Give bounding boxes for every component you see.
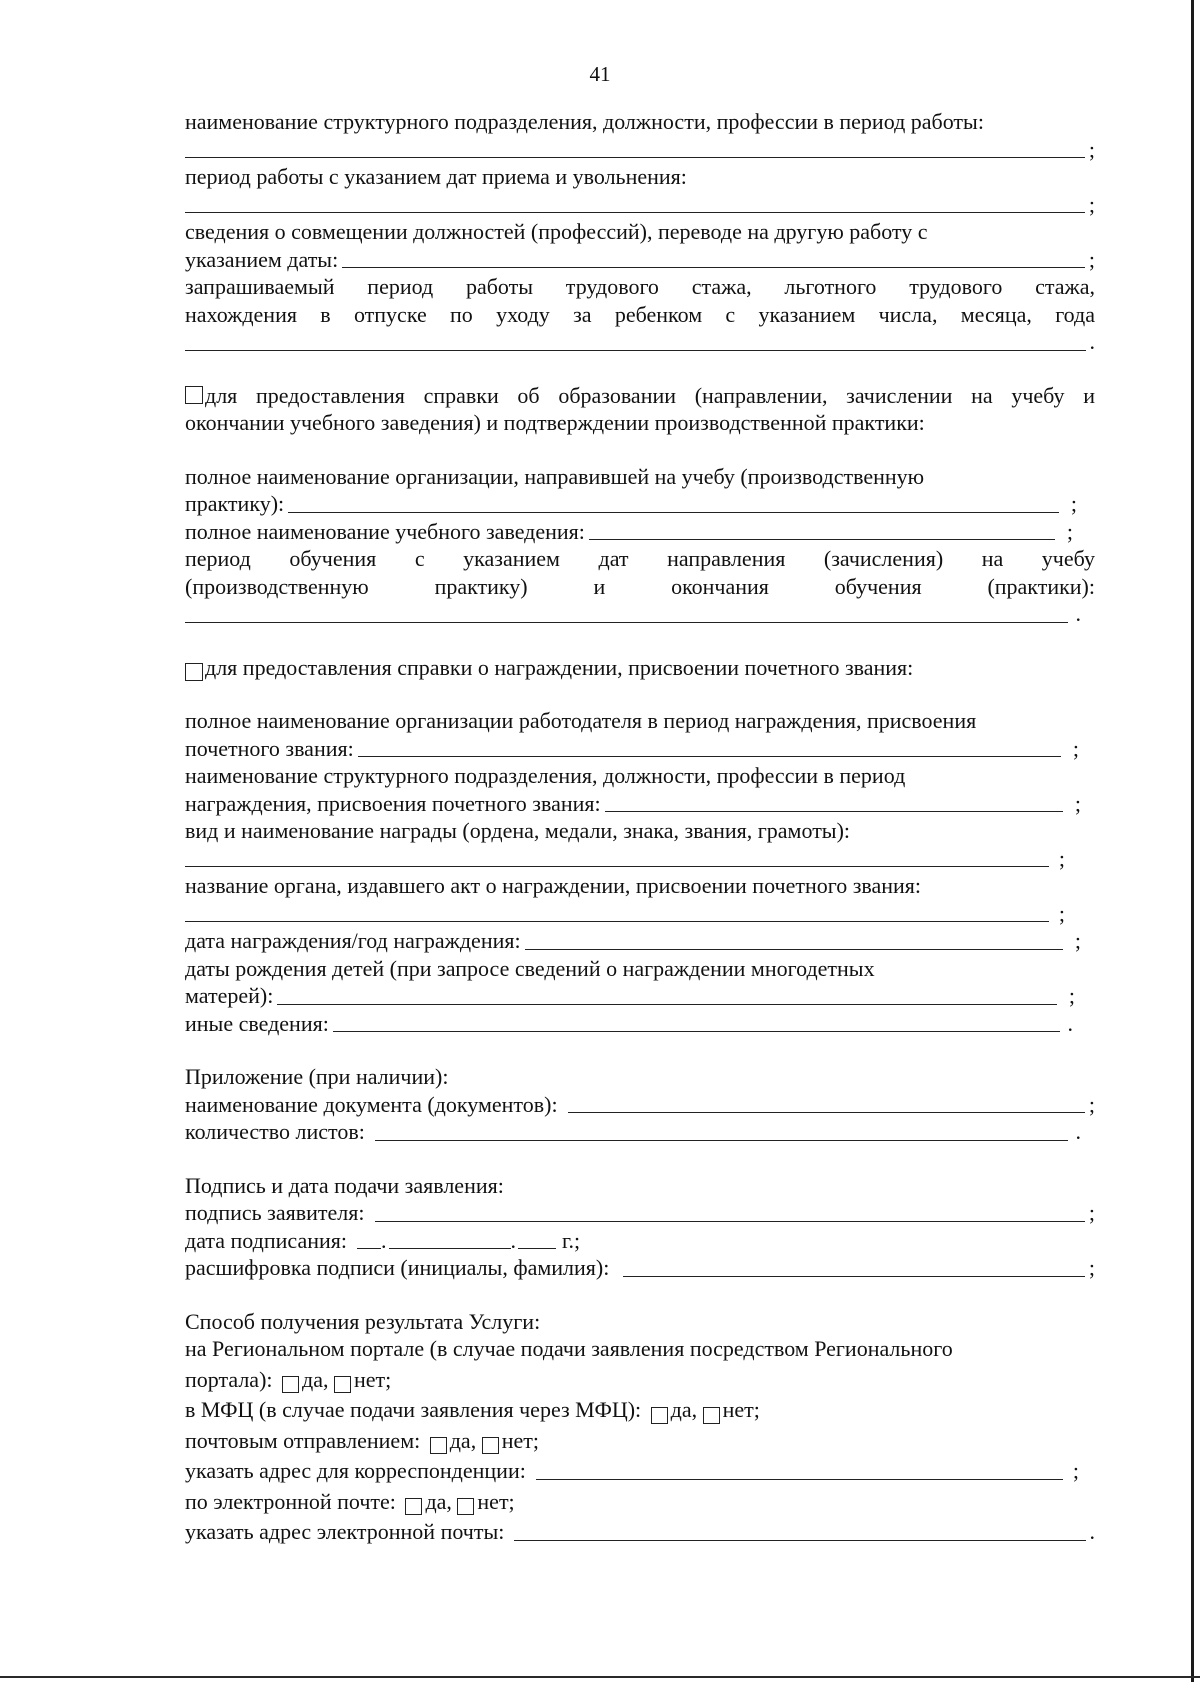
page-edge-bottom	[0, 1676, 1200, 1678]
award-type-field[interactable]	[185, 865, 1049, 867]
award-checkbox[interactable]	[185, 663, 203, 681]
attachment-title: Приложение (при наличии):	[185, 1064, 449, 1089]
signature-sign-row: подпись заявителя: ;	[185, 1200, 1095, 1225]
award-type-label: вид и наименование награды (ордена, медали, знака, звания, грамоты):	[185, 818, 851, 843]
employment-requested-field[interactable]	[185, 349, 1086, 351]
attachment-sheets-field[interactable]	[375, 1139, 1068, 1141]
employment-dept-field-row: ;	[185, 136, 1095, 164]
education-school-row: полное наименование учебного заведения: ;	[185, 518, 1073, 544]
email-no-checkbox[interactable]	[457, 1498, 474, 1515]
education-header: для предоставления справки об образовании (направлении, зачислении на учебу и	[185, 382, 1095, 410]
award-children-field[interactable]	[277, 1003, 1057, 1005]
employment-combo-field[interactable]	[342, 266, 1085, 268]
award-dept-field[interactable]	[605, 810, 1063, 812]
employment-dept-field[interactable]	[185, 156, 1085, 158]
award-dept-label: наименование структурного подразделения, должности, профессии в период	[185, 763, 906, 788]
delivery-mfc-row: в МФЦ (в случае подачи заявления через МФЦ): да, нет;	[185, 1397, 760, 1422]
attachment-docs-row: наименование документа (документов): ;	[185, 1091, 1095, 1117]
award-employer-field[interactable]	[358, 755, 1061, 757]
employment-combo-label-row	[185, 218, 1095, 246]
education-org-label-row: полное наименование организации, направившей на учебу (производственную	[185, 463, 925, 489]
delivery-title: Способ получения результата Услуги:	[185, 1308, 541, 1334]
award-authority-field[interactable]	[185, 920, 1049, 922]
award-authority-label: название органа, издавшего акт о награждении, присвоении почетного звания:	[185, 873, 922, 898]
delivery-email-row: по электронной почте: да, нет;	[185, 1488, 515, 1514]
signature-decode-field[interactable]	[623, 1275, 1085, 1277]
signing-year-field[interactable]	[518, 1247, 556, 1249]
mail-no-checkbox[interactable]	[482, 1437, 499, 1454]
page-number: 41	[589, 62, 611, 86]
signature-field[interactable]	[375, 1220, 1085, 1222]
delivery-address-row: указать адрес для корреспонденции: ;	[185, 1458, 1079, 1483]
award-children-label: даты рождения детей (при запросе сведений о награждении многодетных	[185, 955, 875, 981]
employment-requested-period-label: запрашиваемый период работы трудового стажа, льготного трудового стажа, нахождения в отпуске по уходу за ребенком с указанием числа, месяца, года	[185, 274, 1095, 327]
employment-requested-field-row: .	[185, 328, 1095, 356]
email-yes-checkbox[interactable]	[405, 1498, 422, 1515]
signing-day-field[interactable]	[357, 1247, 381, 1249]
signature-decode-row: расшифровка подписи (инициалы, фамилия): ;	[185, 1255, 1095, 1280]
page-edge-right	[1191, 0, 1194, 1682]
education-period-field-row: .	[185, 600, 1095, 628]
portal-yes-checkbox[interactable]	[282, 1376, 299, 1393]
portal-no-checkbox[interactable]	[334, 1376, 351, 1393]
mail-yes-checkbox[interactable]	[430, 1437, 447, 1454]
employment-period-field[interactable]	[185, 211, 1085, 213]
delivery-email-address-row: указать адрес электронной почты: .	[185, 1519, 1095, 1544]
correspondence-address-field[interactable]	[536, 1478, 1063, 1480]
mfc-no-checkbox[interactable]	[703, 1407, 720, 1424]
signature-title: Подпись и дата подачи заявления:	[185, 1172, 504, 1198]
delivery-portal-label: на Региональном портале (в случае подачи заявления посредством Регионального	[185, 1336, 953, 1361]
employment-combo-field-row: указанием даты: ;	[185, 246, 1095, 272]
education-period-field[interactable]	[185, 621, 1068, 623]
award-header: для предоставления справки о награждении, присвоении почетного звания:	[185, 654, 1095, 682]
award-date-row: дата награждения/год награждения: ;	[185, 928, 1081, 953]
education-org-field[interactable]	[288, 511, 1059, 513]
signing-month-field[interactable]	[389, 1247, 511, 1249]
mfc-yes-checkbox[interactable]	[651, 1407, 668, 1424]
award-other-row: иные сведения: .	[185, 1010, 1073, 1036]
form-content: наименование структурного подразделения, должности, профессии в период работы: ; период работы с указанием дат приема и увольнения: ; сведения о совмещении должностей (профессий), переводе на другую работу с указанием даты: ; запрашиваемый период работы трудового стажа, льготного трудового стажа, нахождения в отпуске по уходу за ребенком с указанием числа, месяца, года . для предоставления справки об образовании (направлении, зачислении на учебу и окончании учебного заведения) и подтверждении производственной практики: полное наименование организации, направившей на учебу (производственную практику): ; полное наименование учебного заведения: ; период обучения с указанием дат направления (зачисления) на учебу (производственную практику) и окончания обучения (практики): . для предоставления справки о награждении, присвоении почетного звания: полное наименование организации работодателя в период награждения, присвоения почетного звания: ; наименование структурного подразделения, должности, профессии в период награждения, присвоения почетного звания: ; вид и наименование награды (ордена, медали, знака, звания, грамоты): ; название органа, издавшего акт о награждении, присвоении почетного звания: ; дата награждения/год награждения: ; даты рождения детей (при запросе сведений о награждении многодетных матерей): ; иные сведения: . Приложение (при наличии): наименование документа (документов): ; количество листов: . Подпись и дата подачи заявления: подпись заявителя: ; дата подписания: . . г.; расшифровка подписи (инициалы, фамилия): ; Способ получения результата Услуги: на Региональном портале (в случае подачи заявления посредством Регионального портала): да, нет; в МФЦ (в случае подачи заявления через МФЦ): да, нет; почтовым отправлением: да, нет; указать адрес для корреспонденции: ; по электронной почте: да, нет; указать адрес электронной почты: .	[185, 109, 1095, 1544]
award-type-field-row: ;	[185, 845, 1095, 873]
employment-combo-label: сведения о совмещении должностей (профессий), переводе на другую работу с	[185, 219, 928, 244]
award-children-field-row: матерей): ;	[185, 983, 1075, 1008]
attachment-docs-field[interactable]	[568, 1111, 1085, 1113]
award-employer-field-row: почетного звания: ;	[185, 735, 1079, 761]
attachment-sheets-row: количество листов: .	[185, 1119, 1081, 1144]
award-dept-field-row: награждения, присвоения почетного звания: ;	[185, 790, 1081, 816]
signature-date-row: дата подписания: . . г.;	[185, 1227, 581, 1253]
award-other-field[interactable]	[333, 1030, 1060, 1032]
award-date-field[interactable]	[525, 948, 1063, 950]
employment-dept-label: наименование структурного подразделения, должности, профессии в период работы:	[185, 109, 984, 134]
award-authority-field-row: ;	[185, 900, 1095, 928]
delivery-portal-row: портала): да, нет;	[185, 1366, 392, 1392]
education-org-field-row: практику): ;	[185, 491, 1077, 516]
delivery-mail-row: почтовым отправлением: да, нет;	[185, 1427, 539, 1453]
education-period-label: период обучения с указанием дат направления (зачисления) на учебу (производственную практику) и окончания обучения (практики):	[185, 546, 1095, 599]
education-school-field[interactable]	[589, 538, 1055, 540]
award-employer-label: полное наименование организации работодателя в период награждения, присвоения	[185, 708, 977, 733]
employment-period-label: период работы с указанием дат приема и увольнения:	[185, 164, 687, 189]
employment-period-label-row	[185, 163, 1095, 191]
email-address-field[interactable]	[514, 1539, 1085, 1541]
employment-period-field-row: ;	[185, 191, 1095, 219]
education-checkbox[interactable]	[185, 386, 203, 404]
employment-dept-label-row	[185, 108, 1095, 136]
